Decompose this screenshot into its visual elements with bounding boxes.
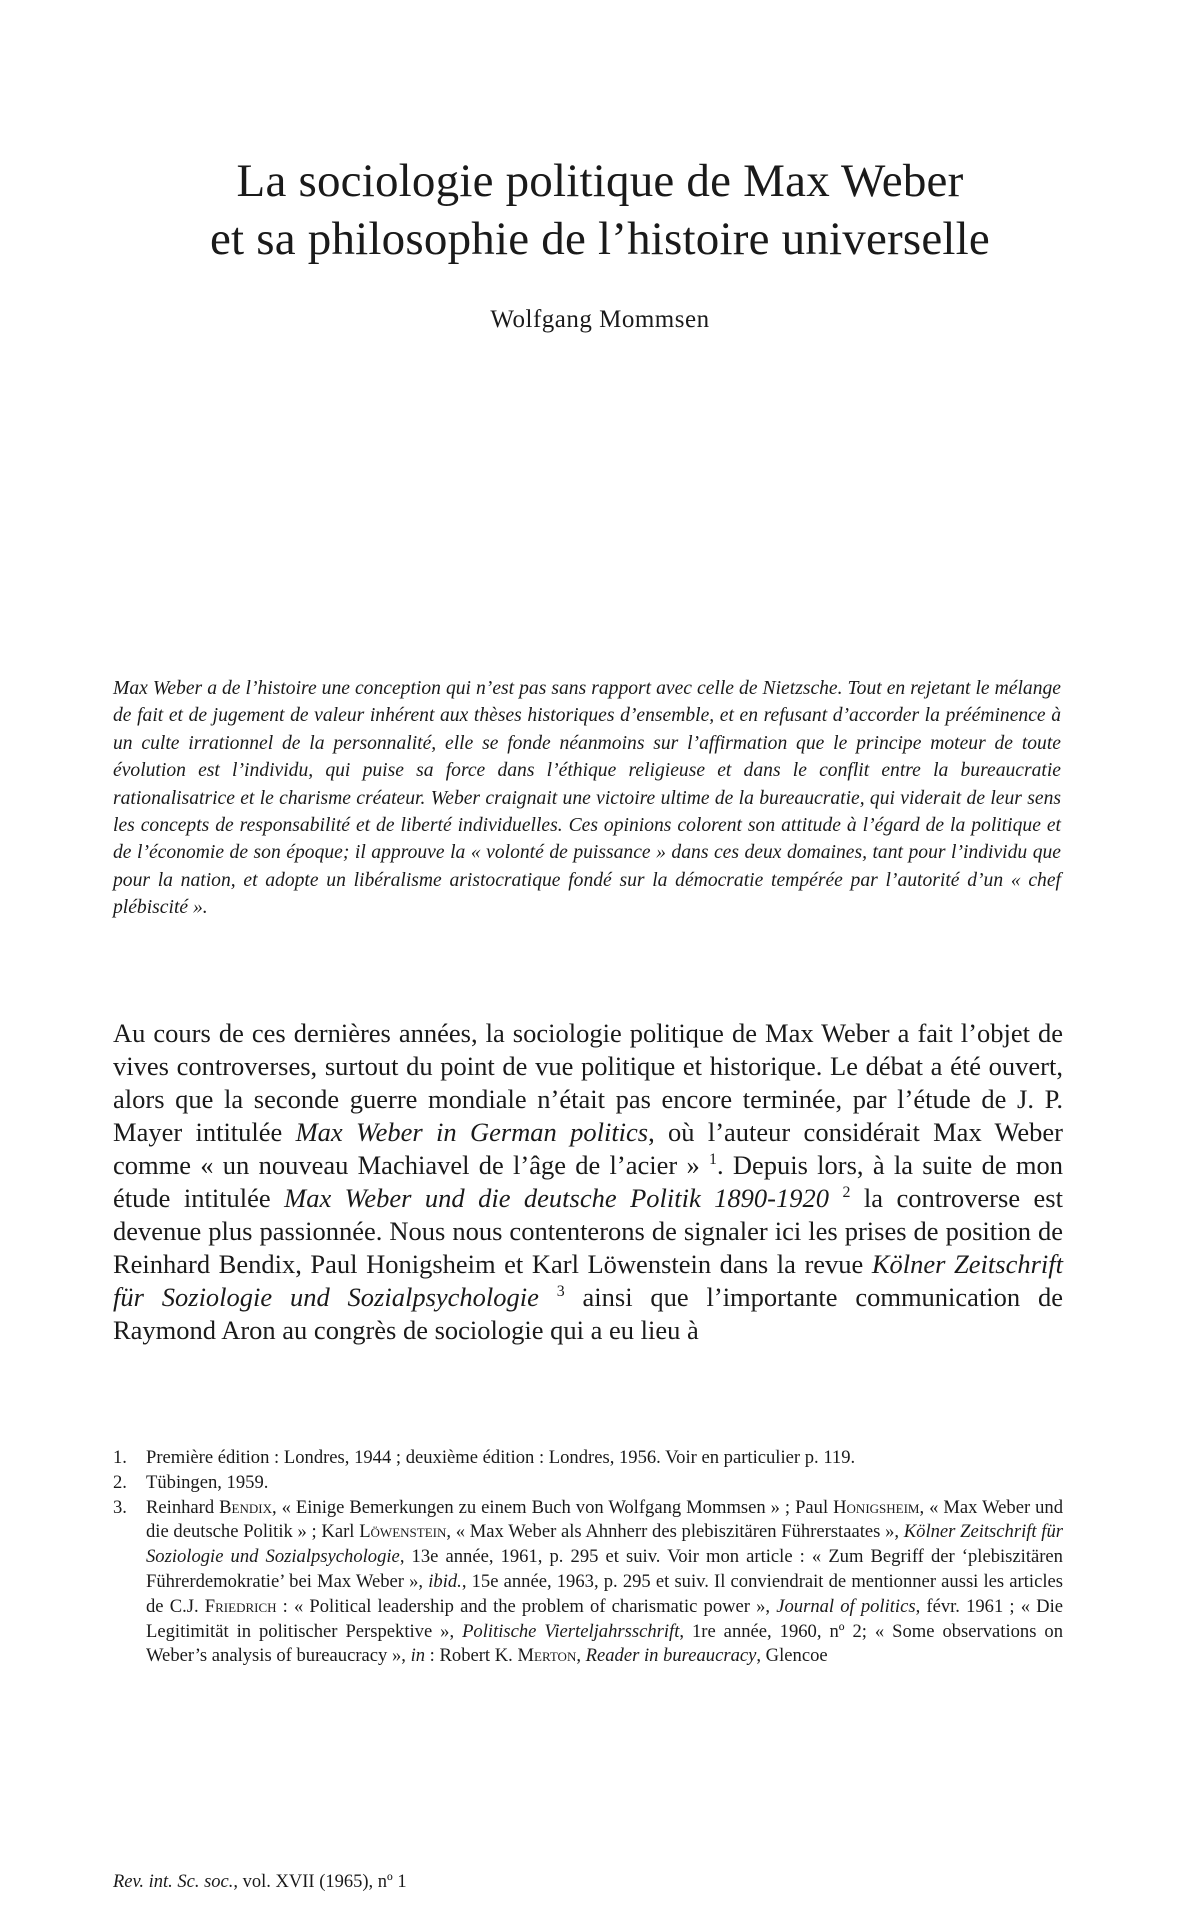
journal-title: Politische Vierteljahrsschrift — [462, 1620, 680, 1642]
body-text-run: . Depuis lors, à la suite de mon étude intitulée — [113, 1150, 1063, 1213]
title-line-2: et sa philosophie de l’histoire universelle — [210, 213, 990, 265]
abstract: Max Weber a de l’histoire une conception qui n’est pas sans rapport avec celle de Nietzsche. Tout en rejetant le mélange de fait et de jugement de valeur inhérent aux thèses historiques d’ensemble, et en refusant d’accorder la prééminence à un culte irrationnel de la personnalité, elle se fonde néanmoins sur l’affirmation que le principe moteur de toute évolution est l’individu, qui puise sa force dans l’éthique religieuse et dans le conflit entre la bureaucratie rationalisatrice et le charisme créateur. Weber craignait une victoire ultime de la bureaucratie, qui viderait de leur sens les concepts de responsabilité et de liberté individuelles. Ces opinions colorent son attitude à l’égard de la politique et de l’économie de son époque; il approuve la « volonté de puissance » dans ces deux domaines, tant pour l’individu que pour la nation, et adopte un libéralisme aristocratique fondé sur la démocratie tempérée par l’autorité d’un « chef plébiscité ». — [113, 678, 1061, 919]
book-title: Max Weber und die deutsche Politik 1890-1920 — [284, 1183, 830, 1213]
book-title: Reader in bureaucracy — [585, 1645, 757, 1667]
text-run: , févr. 1961 ; « Die Legitimität in politischer Perspektive », — [146, 1595, 1064, 1642]
author-name: Bendix — [219, 1496, 272, 1518]
article-title — [120, 152, 1080, 268]
footnote-text: Tübingen, 1959. — [146, 1471, 269, 1493]
ibid: ibid. — [428, 1570, 462, 1592]
volume-citation: , vol. XVII (1965), nº 1 — [233, 1872, 407, 1892]
footnote-ref-3[interactable]: 3 — [556, 1283, 565, 1301]
spacer-text — [829, 1183, 842, 1213]
text-run: : Robert K. — [425, 1645, 518, 1667]
footnote-3 — [113, 1496, 1063, 1670]
footnote-2 — [113, 1471, 1063, 1496]
book-title: Max Weber in German politics — [295, 1117, 649, 1147]
text-run: , « Max Weber als Ahnherr des plebiszitären Führerstaates », — [446, 1521, 904, 1543]
body-text-run: la controverse est devenue plus passionnée. Nous nous contenterons de signaler ici les prises de position de Reinhard Bendix, Paul Honigsheim et Karl Löwenstein dans la revue — [113, 1183, 1063, 1279]
footnote-text: Première édition : Londres, 1944 ; deuxième édition : Londres, 1956. Voir en particulier p. 119. — [146, 1447, 856, 1468]
author-name: Löwenstein — [359, 1521, 447, 1543]
text-run: , 15e année, 1963, p. 295 et suiv. Il conviendrait de mentionner aussi les articles de C.J. — [146, 1570, 1063, 1617]
footnote-number: 3. — [113, 1496, 127, 1518]
journal-title: Kölner Zeitschrift für Soziologie und Sozialpsychologie — [113, 1249, 1063, 1312]
journal-title: Kölner Zeitschrift für Soziologie und Sozialpsychologie — [146, 1521, 1063, 1568]
spacer-text — [539, 1282, 557, 1312]
text-run: , « Max Weber und die deutsche Politik » ; Karl — [146, 1496, 1064, 1543]
page-footer — [113, 1872, 713, 1893]
body-text-run: ainsi que l’importante communication de Raymond Aron au congrès de sociologie qui a eu lieu à — [113, 1282, 1064, 1345]
text-run: , Glencoe — [756, 1645, 828, 1667]
text-run: : « Political leadership and the problem of charismatic power », — [276, 1595, 777, 1617]
body-text-run: Au cours de ces dernières années, la sociologie politique de Max Weber a fait l’objet de vives controverses, surtout du point de vue politique et historique. Le débat a été ouvert, alors que la seconde guerre mondiale n’était pas encore terminée, par l’étude de J. P. Mayer intitulée — [113, 1018, 1063, 1147]
text-run: Reinhard — [146, 1496, 220, 1518]
footnote-1 — [113, 1446, 1063, 1471]
text-run: , — [576, 1645, 586, 1667]
body-paragraph — [113, 1017, 1063, 1347]
text-run: , 1re année, 1960, nº 2; « Some observations on Weber’s analysis of bureaucracy », — [146, 1620, 1063, 1667]
journal-abbrev: Rev. int. Sc. soc. — [113, 1872, 234, 1892]
author-name: Honigsheim — [833, 1496, 920, 1518]
in-word: in — [410, 1645, 426, 1667]
article-author: Wolfgang Mommsen — [490, 306, 710, 333]
footnotes — [113, 1446, 1063, 1669]
title-line-1: La sociologie politique de Max Weber — [236, 155, 964, 207]
author-name: Friedrich — [204, 1595, 277, 1617]
footnote-ref-2[interactable]: 2 — [842, 1184, 851, 1202]
journal-title: Journal of politics — [776, 1595, 916, 1617]
text-run: , 13e année, 1961, p. 295 et suiv. Voir mon article : « Zum Begriff der ‘plebiszitären Führerdemokratie’ bei Max Weber », — [146, 1546, 1063, 1592]
footnote-text — [146, 1497, 1063, 1667]
body-text-run: , où l’auteur considérait Max Weber comme « un nouveau Machiavel de l’âge de l’acier » — [113, 1117, 1063, 1180]
author-name: Merton — [517, 1645, 577, 1667]
text-run: , « Einige Bemerkungen zu einem Buch von Wolfgang Mommsen » ; Paul — [271, 1496, 834, 1518]
footnote-number: 1. — [113, 1447, 127, 1468]
footnote-ref-1[interactable]: 1 — [708, 1151, 717, 1169]
footnote-number: 2. — [113, 1471, 127, 1493]
